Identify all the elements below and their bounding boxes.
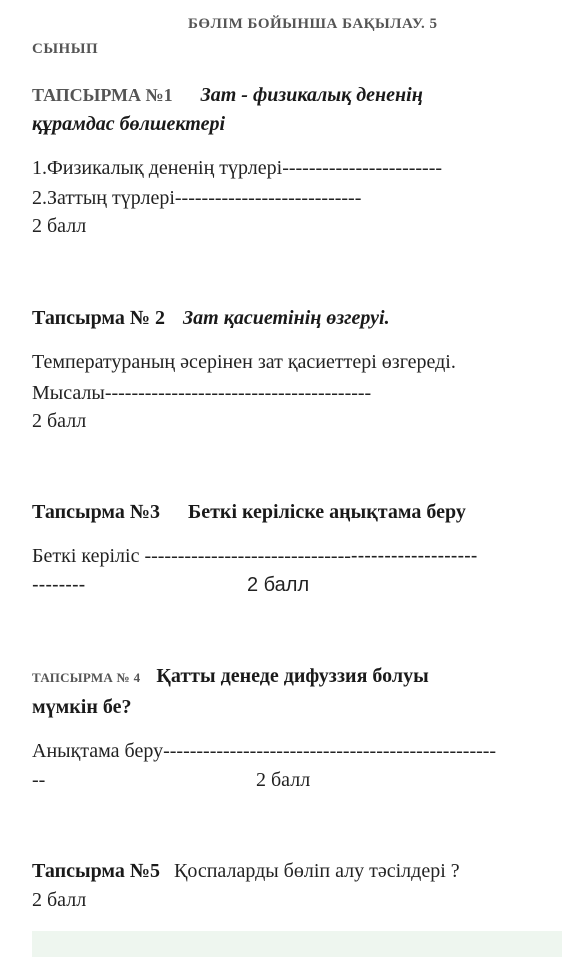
task1-topic-continued: құрамдас бөлшектері bbox=[32, 113, 226, 135]
task3-line1-tail: ------------------- bbox=[350, 545, 478, 567]
task2-label: Тапсырма № 2 bbox=[32, 307, 165, 329]
task2-topic: Зат қасиетінің өзгеруі. bbox=[183, 307, 390, 329]
task2-line2: Мысалы---------------------------------------- bbox=[32, 382, 372, 404]
task1-score: 2 балл bbox=[32, 215, 87, 237]
task4-score: 2 балл bbox=[256, 769, 311, 791]
task4-line1: Анықтама беру-------------------------------------------------- bbox=[32, 740, 497, 762]
task4-topic-continued: мүмкін бе? bbox=[32, 696, 132, 718]
task5-topic: Қоспаларды бөліп алу тәсілдері ? bbox=[174, 860, 460, 882]
task1-item1: 1.Физикалық дененің түрлері------------------------ bbox=[32, 157, 443, 179]
task5-label: Тапсырма №5 bbox=[32, 860, 160, 882]
page-title: БӨЛІМ БОЙЫНША БАҚЫЛАУ. 5 bbox=[188, 16, 438, 32]
task2-heading bbox=[32, 307, 390, 330]
task1-heading bbox=[32, 84, 423, 107]
task1-label: ТАПСЫРМА №1 bbox=[32, 85, 173, 105]
task3-topic: Беткі керіліске аңықтама беру bbox=[188, 501, 466, 523]
bottom-band bbox=[32, 931, 562, 957]
task3-label: Тапсырма №3 bbox=[32, 501, 160, 523]
task4-topic: Қатты денеде дифуззия болуы bbox=[156, 665, 429, 687]
task4-line2: -- bbox=[32, 769, 46, 791]
task2-line1: Температураның әсерінен зат қасиеттері өзгереді. bbox=[32, 351, 456, 373]
task3-line2: -------- bbox=[32, 574, 86, 596]
task5-heading bbox=[32, 860, 460, 883]
task5-score: 2 балл bbox=[32, 889, 87, 911]
page-title-continued: СЫНЫП bbox=[32, 41, 99, 57]
task1-topic: Зат - физикалық дененің bbox=[200, 84, 423, 106]
task3-heading bbox=[32, 501, 466, 524]
task3-line1 bbox=[32, 545, 477, 568]
task1-item2: 2.Заттың түрлері---------------------------- bbox=[32, 187, 362, 209]
task2-score: 2 балл bbox=[32, 410, 87, 432]
task3-line1-text: Беткі керіліс ------------------------------- bbox=[32, 545, 351, 567]
task3-score: 2 балл bbox=[247, 574, 310, 596]
task4-heading bbox=[32, 665, 429, 688]
task4-label: ТАПСЫРМА № 4 bbox=[32, 670, 141, 685]
